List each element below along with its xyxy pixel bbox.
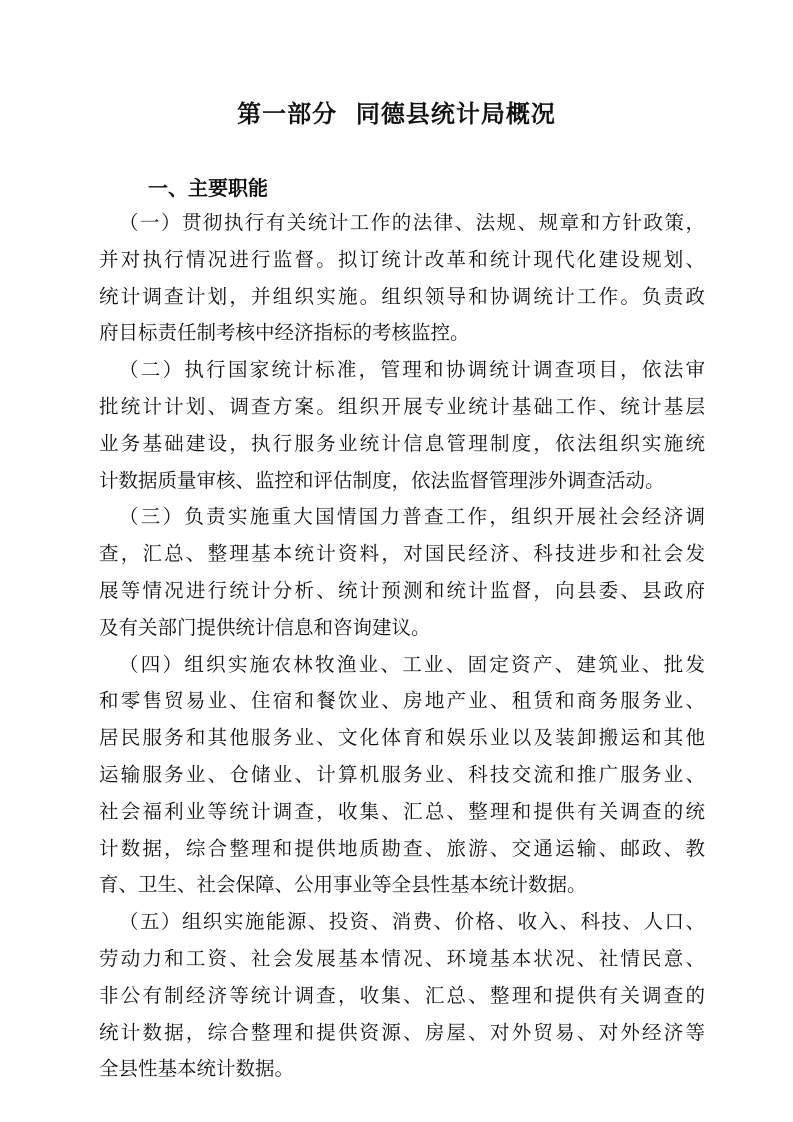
paragraph-first-line: （四）组织实施农林牧渔业、工业、固定资产、建筑业、批发 [119,652,705,676]
text-line: 运输服务业、仓储业、计算机服务业、科技交流和推广服务业、 [99,762,705,786]
section-heading: 一、主要职能 [148,176,268,200]
text-line: 全县性基本统计数据。 [99,1057,295,1081]
paragraph-first-line: （二）执行国家统计标准，管理和协调统计调查项目，依法审 [119,358,705,382]
text-line: 计数据，综合整理和提供地质勘查、旅游、交通运输、邮政、教 [99,836,705,860]
text-line: 查，汇总、整理基本统计资料，对国民经济、科技进步和社会发 [99,542,705,566]
paragraph-first-line: （三）负责实施重大国情国力普查工作，组织开展社会经济调 [119,505,705,529]
page-title: 第一部分 同德县统计局概况 [237,100,556,128]
text-line: 居民服务和其他服务业、文化体育和娱乐业以及装卸搬运和其他 [99,726,705,750]
body-text [99,205,705,1088]
text-line: 批统计计划、调查方案。组织开展专业统计基础工作、统计基层 [99,394,705,418]
text-line: 育、卫生、社会保障、公用事业等全县性基本统计数据。 [99,873,587,897]
text-line: 并对执行情况进行监督。拟订统计改革和统计现代化建设规划、 [99,247,705,271]
text-line: 劳动力和工资、社会发展基本情况、环境基本状况、社情民意、 [99,946,705,970]
text-line: 府目标责任制考核中经济指标的考核监控。 [99,321,470,345]
text-line: 及有关部门提供统计信息和咨询建议。 [99,615,431,639]
text-line: 统计调查计划，并组织实施。组织领导和协调统计工作。负责政 [99,284,705,308]
text-line: 非公有制经济等统计调查，收集、汇总、整理和提供有关调查的 [99,983,705,1007]
paragraph-first-line: （一）贯彻执行有关统计工作的法律、法规、规章和方针政策， [119,211,705,234]
text-line: 和零售贸易业、住宿和餐饮业、房地产业、租赁和商务服务业、 [99,689,705,713]
text-line: 社会福利业等统计调查，收集、汇总、整理和提供有关调查的统 [99,799,705,823]
text-line: 统计数据，综合整理和提供资源、房屋、对外贸易、对外经济等 [99,1020,705,1044]
text-line: 展等情况进行统计分析、统计预测和统计监督，向县委、县政府 [99,578,705,602]
text-line: 业务基础建设，执行服务业统计信息管理制度，依法组织实施统 [99,431,705,455]
text-line: 计数据质量审核、监控和评估制度，依法监督管理涉外调查活动。 [99,468,665,492]
paragraph-first-line: （五）组织实施能源、投资、消费、价格、收入、科技、人口、 [119,910,705,934]
